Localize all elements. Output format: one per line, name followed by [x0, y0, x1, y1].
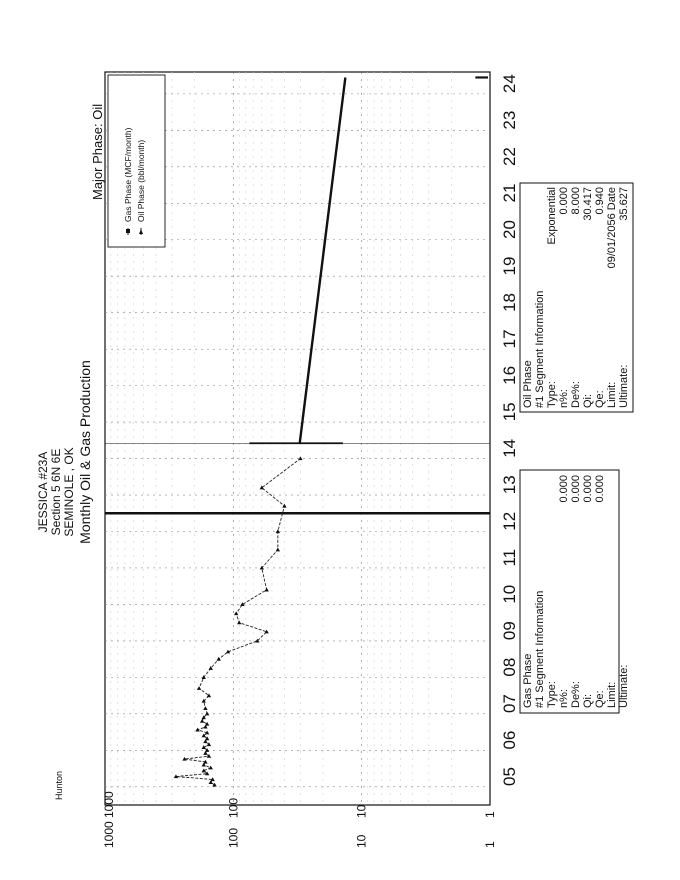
x-tick-label: 22 — [500, 147, 519, 167]
x-tick-label: 17 — [500, 329, 519, 349]
gas-row-value: 0.000 — [582, 475, 594, 503]
well-name: JESSICA #23A — [36, 451, 50, 533]
oil-data-point — [205, 722, 209, 726]
x-tick-label: 24 — [500, 74, 519, 94]
oil-row-value: 35.627 — [618, 187, 630, 221]
major-phase-label: Major Phase: Oil — [90, 103, 105, 200]
oil-data-point — [200, 719, 204, 723]
oil-row-value: 30.417 — [582, 187, 594, 221]
x-tick-label: 12 — [500, 511, 519, 531]
legend — [108, 75, 165, 247]
oil-row-value: Exponential — [546, 187, 558, 245]
oil-row-label: Qi: — [582, 393, 594, 408]
x-tick-label: 13 — [500, 475, 519, 495]
oil-data-point — [240, 602, 244, 606]
x-tick-label: 11 — [500, 548, 519, 567]
x-tick-label: 20 — [500, 220, 519, 239]
x-tick-label: 07 — [500, 694, 519, 714]
y-tick-label: 1000 — [102, 821, 116, 848]
x-tick-label: 15 — [500, 402, 519, 422]
x-tick-label: 16 — [500, 365, 519, 385]
x-tick-label: 19 — [500, 256, 519, 276]
oil-row-label: Limit: — [606, 381, 618, 408]
y-tick-label: 100 — [226, 797, 241, 818]
gas-row-label: Qi: — [582, 693, 594, 708]
oil-data-point — [212, 783, 216, 787]
oil-row-label: Qe: — [594, 390, 606, 408]
oil-data-point — [234, 611, 238, 615]
x-tick-label: 14 — [500, 438, 519, 458]
well-location: Section 5 6N 6E — [49, 448, 63, 536]
x-tick-labels — [500, 74, 519, 786]
gas-box-segment: #1 Segment Information — [534, 590, 546, 708]
gas-row-label: Qe: — [594, 690, 606, 708]
oil-row-value: 0.000 — [558, 187, 570, 215]
y-tick-label: 10 — [354, 804, 369, 818]
oil-data-point — [282, 504, 286, 508]
y-tick-label: 1000 — [102, 791, 116, 818]
oil-box-heading: Oil Phase — [522, 360, 534, 408]
gas-row-value: 0.000 — [558, 475, 570, 503]
oil-data-point — [209, 766, 213, 770]
y-tick-label: 100 — [226, 827, 241, 848]
oil-row-value: 8.000 — [570, 187, 582, 215]
series-layer — [174, 77, 346, 786]
y-tick-labels — [102, 791, 497, 848]
oil-data-point — [202, 745, 206, 749]
oil-data-point — [264, 588, 268, 592]
oil-row-label: Type: — [546, 381, 558, 408]
oil-data-point — [237, 620, 241, 624]
chart-title: Monthly Oil & Gas Production — [77, 360, 93, 544]
oil-data-point — [298, 456, 302, 460]
x-tick-label: 05 — [500, 767, 519, 786]
legend-gas-marker-icon — [126, 229, 130, 233]
oil-segment-info-box — [520, 183, 633, 412]
gas-row-value: 0.000 — [594, 475, 606, 503]
formation-label: Hunton — [54, 770, 64, 800]
oil-row-label: De%: — [570, 381, 582, 408]
x-tick-label: 06 — [500, 730, 519, 750]
x-tick-label: 18 — [500, 292, 519, 312]
oil-row-label: n%: — [558, 389, 570, 408]
oil-row-label: Ultimate: — [618, 364, 630, 408]
x-tick-label: 23 — [500, 110, 519, 130]
gas-row-label: Limit: — [606, 681, 618, 708]
oil-data-point — [197, 686, 201, 690]
oil-forecast-line — [300, 77, 346, 443]
y-tick-label: 10 — [354, 834, 369, 848]
oil-data-point — [217, 657, 221, 661]
gas-row-label: Ultimate: — [618, 664, 630, 708]
x-tick-label: 08 — [500, 657, 519, 677]
gas-row-value: 0.000 — [570, 475, 582, 503]
gas-segment-info-box — [520, 470, 630, 713]
oil-data-point — [203, 706, 207, 710]
field-name: SEMINOLE , OK — [62, 447, 76, 537]
y-tick-label: 1 — [483, 841, 497, 848]
gas-row-label: De%: — [570, 681, 582, 708]
oil-box-segment: #1 Segment Information — [534, 290, 546, 408]
gas-box-heading: Gas Phase — [522, 653, 534, 708]
x-tick-label: 09 — [500, 621, 519, 641]
oil-data-point — [276, 548, 280, 552]
oil-row-value: 0.940 — [594, 187, 606, 215]
gas-row-label: Type: — [546, 681, 558, 708]
x-tick-label: 10 — [500, 584, 519, 604]
x-tick-label: 21 — [500, 183, 519, 203]
y-tick-label: 1 — [483, 811, 497, 818]
oil-row-value: 09/01/2056 Date — [606, 187, 618, 269]
gas-row-label: n%: — [558, 689, 570, 708]
oil-data-point — [276, 529, 280, 533]
legend-gas-label: Gas Phase (MCF/month) — [123, 127, 133, 222]
legend-oil-label: Oil Phase (bbl/month) — [136, 139, 146, 222]
